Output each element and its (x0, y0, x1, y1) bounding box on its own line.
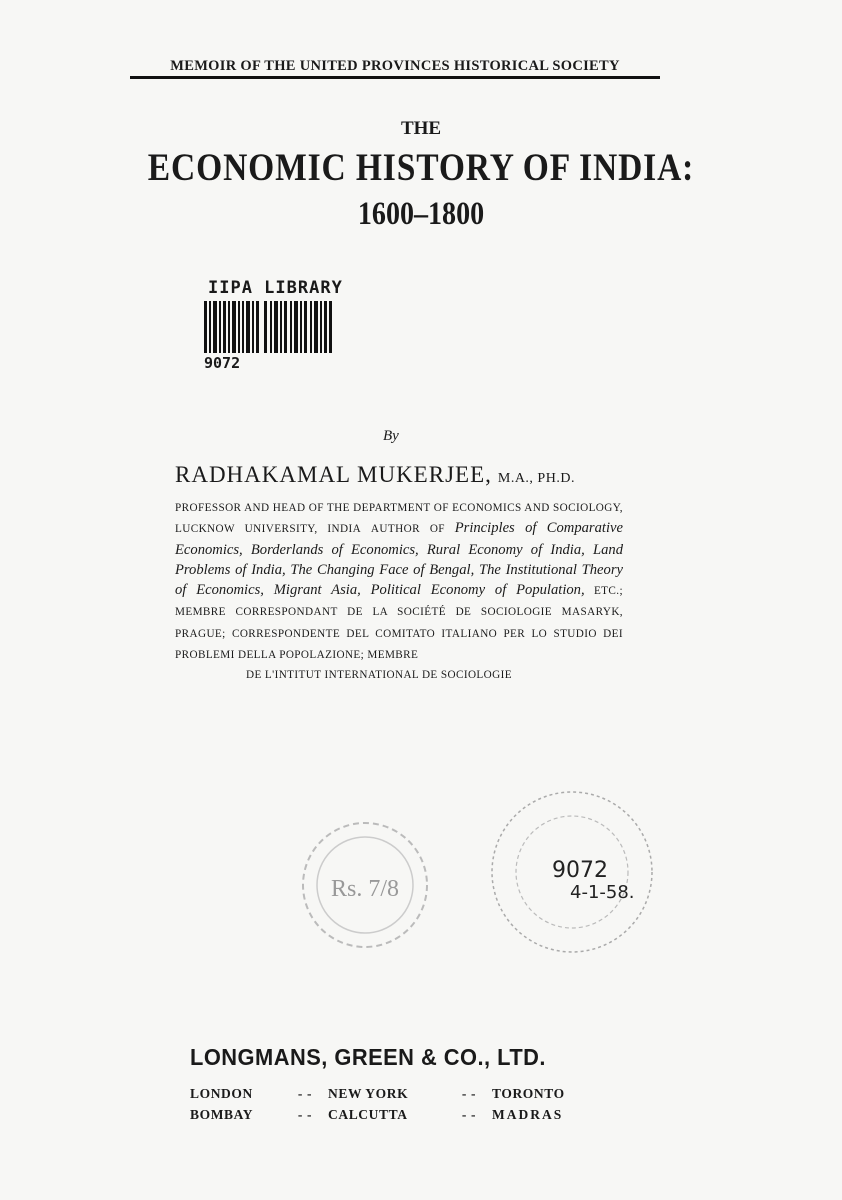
by-line: By (383, 428, 399, 444)
barcode-icon (204, 301, 332, 353)
accession-number: 9072 (552, 858, 608, 883)
city: NEW YORK (328, 1086, 409, 1101)
accession-date: 4-1-58. (570, 882, 635, 903)
library-label: IIPA LIBRARY (208, 278, 343, 298)
price-stamp-icon (290, 810, 440, 960)
series-heading: MEMOIR OF THE UNITED PROVINCES HISTORICAL SOCIETY (130, 58, 660, 79)
author-name-text: RADHAKAMAL MUKERJEE, (175, 462, 492, 487)
book-title: ECONOMIC HISTORY OF INDIA: (147, 146, 695, 189)
city: MADRAS (492, 1107, 564, 1122)
city-separator: - - (461, 1086, 477, 1101)
city: TORONTO (492, 1086, 565, 1101)
credits-works: Principles of Comparative Economics, Borderlands of Economics, Rural Economy of India, Land Problems of India, The Changing Face of Bengal, The Institutional Theory of Economics, Migrant Asia, Political Economy of Population, (175, 520, 623, 599)
credits-memberships: ETC.; MEMBRE CORRESPONDANT DE LA SOCIÉTÉ DE SOCIOLOGIE MASARYK, PRAGUE; CORRESPONDENTE DEL COMITATO ITALIANO PER LO STUDIO DEI PROBLEMI DELLA POPOLAZIONE; MEMBRE (175, 585, 623, 662)
publisher-name: LONGMANS, GREEN & CO., LTD. (190, 1044, 546, 1070)
title-years: 1600–1800 (357, 196, 485, 232)
city-separator: - - (297, 1107, 313, 1122)
city: BOMBAY (190, 1107, 254, 1122)
author-credits (175, 497, 623, 686)
title-article: THE (400, 118, 442, 139)
credits-position: PROFESSOR AND HEAD OF THE DEPARTMENT OF ECONOMICS AND SOCIOLOGY, LUCKNOW UNIVERSITY, INDIA (175, 502, 623, 536)
price-stamp-text: Rs. 7/8 (330, 876, 400, 902)
credits-last-line: DE L'INTITUT INTERNATIONAL DE SOCIOLOGIE (246, 669, 512, 682)
city: LONDON (190, 1086, 253, 1101)
barcode-number: 9072 (204, 354, 241, 372)
cities-row-1 (190, 1086, 565, 1102)
author-degrees: M.A., PH.D. (497, 471, 575, 486)
city: CALCUTTA (328, 1107, 408, 1122)
author-name (175, 462, 575, 488)
credits-author-of: AUTHOR OF (370, 523, 445, 536)
city-separator: - - (297, 1086, 313, 1101)
city-separator: - - (461, 1107, 477, 1122)
cities-row-2 (190, 1107, 563, 1123)
